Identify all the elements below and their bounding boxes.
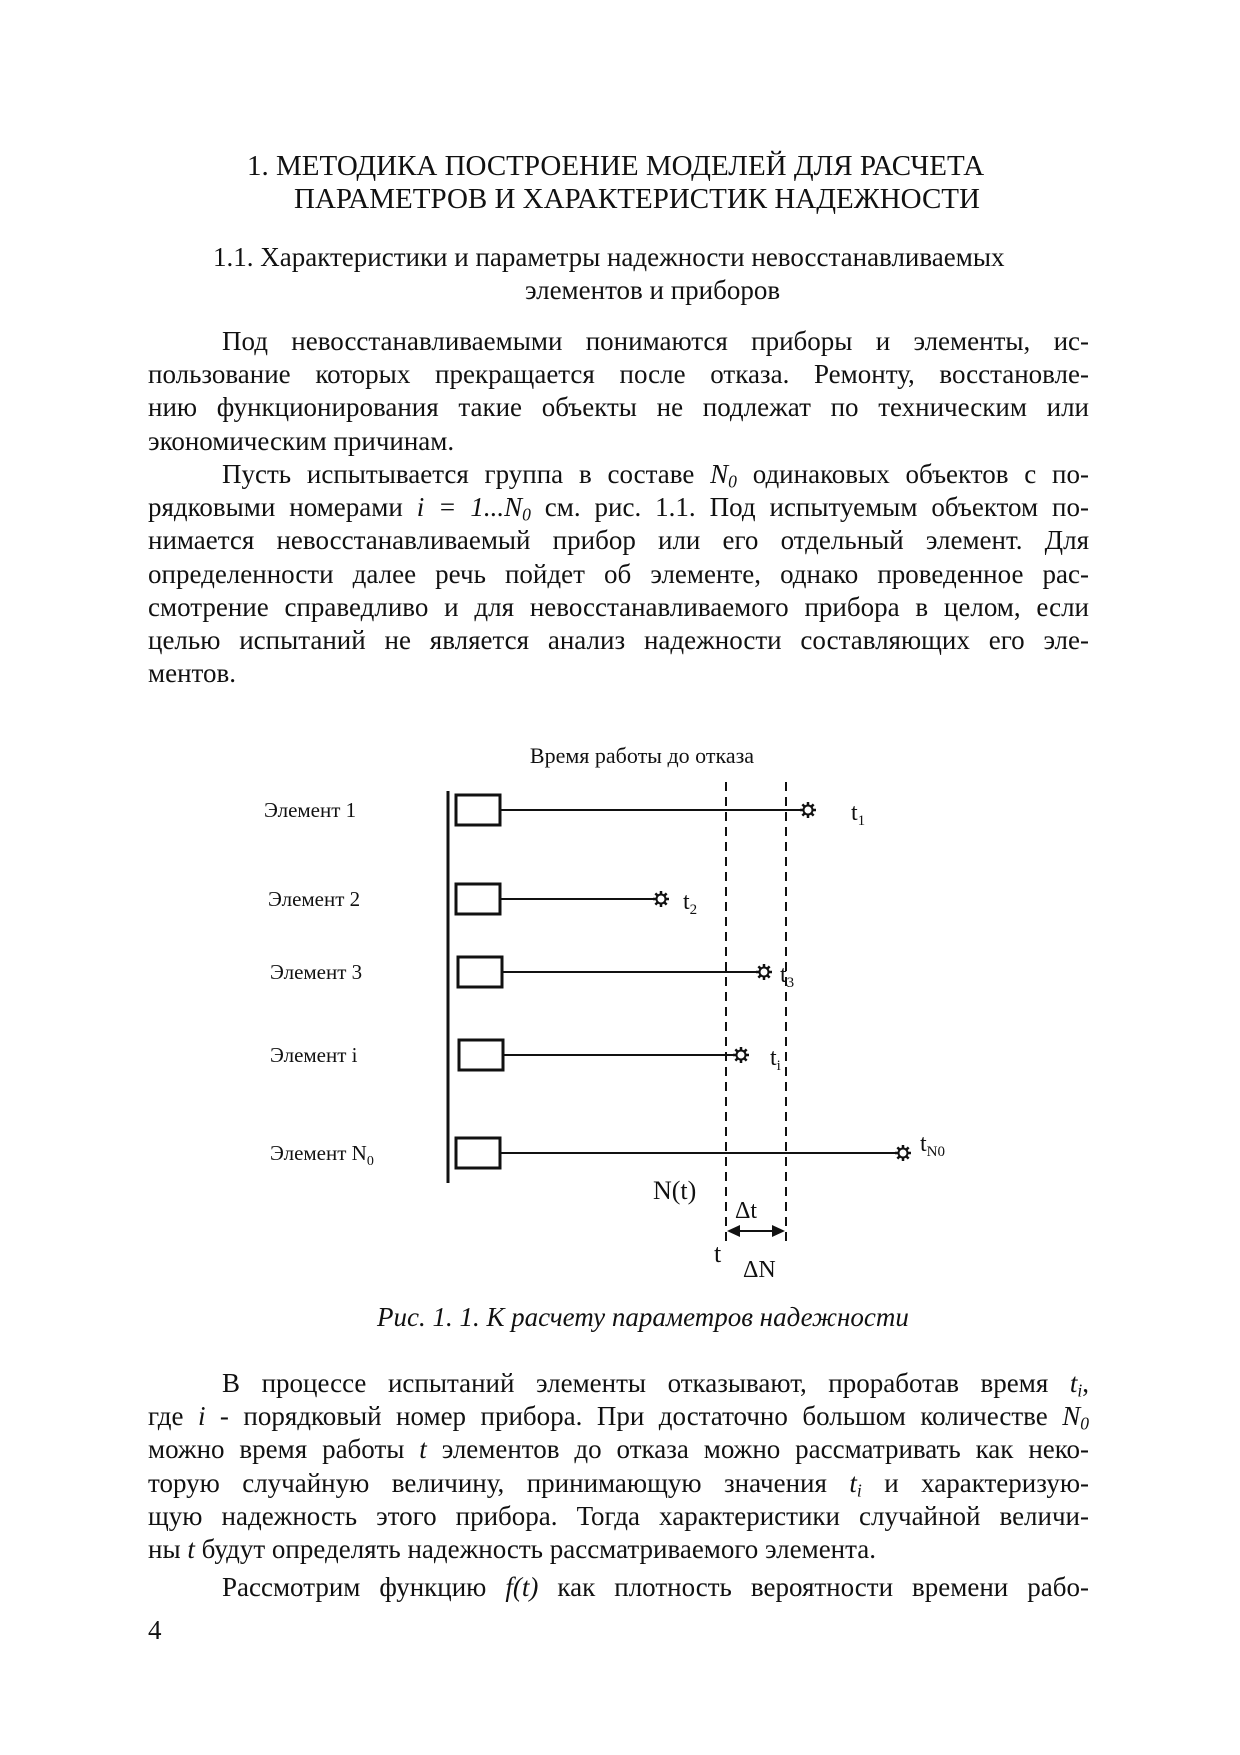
element-box xyxy=(456,884,500,914)
math-symbol: 0 xyxy=(1080,1413,1090,1434)
text-run: рядковыми номерами xyxy=(148,492,417,523)
element-box xyxy=(459,1040,503,1070)
failure-star-icon xyxy=(653,891,669,907)
element-row xyxy=(270,957,794,991)
element-label: Элемент 1 xyxy=(264,798,357,822)
figure-title: Время работы до отказа xyxy=(529,743,755,768)
text-run: Пусть испытывается группа в составе xyxy=(222,459,711,489)
element-box xyxy=(458,957,502,987)
text-run: щую надежность этого прибора. Тогда характеристики случайной величи- xyxy=(148,1500,1089,1531)
failure-star-icon xyxy=(733,1047,749,1063)
text-run: смотрение справедливо и для невосстанавливаемого прибора в целом, если xyxy=(148,591,1089,622)
failure-time-label: $t_{N0}$ xyxy=(920,1131,946,1160)
text-run: где xyxy=(148,1401,198,1432)
text-run: Рассмотрим функцию xyxy=(222,1572,506,1602)
math-symbol: t xyxy=(849,1467,857,1498)
math-symbol: t xyxy=(419,1434,427,1465)
text-run: см. рис. 1.1. Под испытуемым объектом по- xyxy=(530,492,1089,523)
element-box xyxy=(456,1138,500,1168)
math-symbol: t xyxy=(1069,1368,1078,1398)
element-label: Элемент 2 xyxy=(268,887,361,911)
chapter-heading-line-2: ПАРАМЕТРОВ И ХАРАКТЕРИСТИК НАДЕЖНОСТИ xyxy=(294,183,980,215)
delta-n-label: ΔN xyxy=(743,1257,776,1283)
failure-time-label: $t_1$ xyxy=(851,800,866,829)
text-run: нию функционирования такие объекты не подлежат по техническим или xyxy=(148,392,1089,423)
math-symbol: t xyxy=(187,1533,195,1564)
text-run: элементов до отказа можно рассматривать как неко- xyxy=(426,1434,1089,1465)
math-symbol: N xyxy=(710,459,729,489)
math-symbol: i = 1...N xyxy=(416,492,523,523)
delta-t-arrow xyxy=(727,1225,785,1237)
text-run: ны xyxy=(148,1533,188,1564)
text-run: Под невосстанавливаемыми понимаются приборы и элементы, ис- xyxy=(222,326,1089,356)
text-run: нимается невосстанавливаемый прибор или его отдельный элемент. Для xyxy=(148,525,1089,556)
failure-star-icon xyxy=(895,1145,911,1161)
failure-time-label: $t_3$ xyxy=(780,962,795,991)
failure-star-icon xyxy=(756,964,772,980)
element-box xyxy=(456,795,500,825)
math-symbol: i xyxy=(1077,1380,1083,1401)
math-symbol: f(t) xyxy=(505,1572,539,1602)
text-run: целью испытаний не является анализ надежности составляющих его эле- xyxy=(148,624,1089,655)
text-run: В процессе испытаний элементы отказывают, проработав время xyxy=(222,1368,1070,1398)
page-number: 4 xyxy=(148,1615,162,1645)
text-run: - порядковый номер прибора. При достаточно большом количестве xyxy=(205,1401,1063,1432)
failure-time-label: $t_2$ xyxy=(683,889,698,918)
text-run: будут определять надежность рассматриваемого элемента. xyxy=(194,1533,876,1564)
element-row xyxy=(270,1040,781,1074)
math-symbol: 0 xyxy=(522,504,531,525)
failure-time-label: $t_i$ xyxy=(770,1045,781,1074)
element-label: Элемент $N_0$ xyxy=(270,1141,374,1169)
t-mark-label: t xyxy=(714,1239,722,1268)
element-row xyxy=(268,884,697,918)
element-row xyxy=(264,795,865,829)
text-run: ментов. xyxy=(148,658,236,689)
text-run: торую случайную величину, принимающую значения xyxy=(148,1467,850,1498)
failure-star-icon xyxy=(800,802,816,818)
figure-caption: Рис. 1. 1. К расчету параметров надежности xyxy=(377,1302,909,1332)
text-run: и характеризую- xyxy=(861,1467,1089,1498)
text-run: пользование которых прекращается после отказа. Ремонту, восстановле- xyxy=(148,359,1089,390)
math-symbol: 0 xyxy=(728,471,737,492)
n-of-t-label: N(t) xyxy=(653,1176,697,1205)
element-row xyxy=(270,1131,945,1169)
text-run: можно время работы xyxy=(148,1434,420,1465)
section-heading-line-1: 1.1. Характеристики и параметры надежности невосстанавливаемых xyxy=(213,242,1005,272)
chapter-heading-line-1: 1. МЕТОДИКА ПОСТРОЕНИЕ МОДЕЛЕЙ ДЛЯ РАСЧЕТА xyxy=(247,150,985,182)
math-symbol: i xyxy=(197,1401,206,1432)
text-run: экономическим причинам. xyxy=(148,425,455,456)
element-label: Элемент i xyxy=(270,1043,358,1067)
math-symbol: i xyxy=(856,1479,862,1500)
text-run: , xyxy=(1082,1368,1089,1398)
math-symbol: N xyxy=(1062,1401,1081,1432)
text-run: как плотность вероятности времени рабо- xyxy=(538,1572,1089,1602)
section-heading-line-2: элементов и приборов xyxy=(525,275,781,305)
element-label: Элемент 3 xyxy=(270,960,363,984)
text-run: определенности далее речь пойдет об элементе, однако проведенное рас- xyxy=(148,558,1089,589)
text-run: одинаковых объектов с по- xyxy=(736,459,1089,489)
delta-t-label: Δt xyxy=(735,1198,758,1224)
